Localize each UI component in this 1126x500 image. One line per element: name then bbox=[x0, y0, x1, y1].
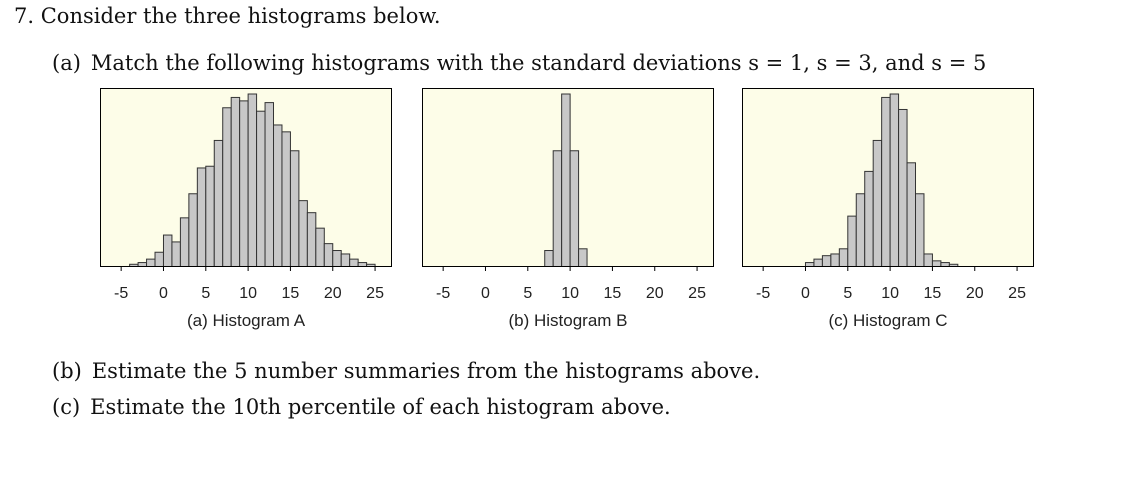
histogram-bar bbox=[907, 163, 915, 267]
histogram-bar bbox=[163, 235, 171, 266]
histogram-c bbox=[742, 88, 1034, 308]
histogram-bar bbox=[570, 151, 578, 267]
question-text: Consider the three histograms below. bbox=[40, 4, 441, 28]
histogram-bar bbox=[172, 242, 180, 267]
histogram-bar bbox=[214, 140, 222, 266]
histogram-bar bbox=[138, 263, 146, 267]
histogram-bar bbox=[358, 263, 366, 267]
histogram-c-caption: (c) Histogram C bbox=[828, 311, 948, 330]
x-tick-label: 15 bbox=[281, 285, 300, 302]
histogram-bar bbox=[932, 261, 940, 267]
histogram-bar bbox=[265, 103, 273, 267]
x-tick-label: 25 bbox=[688, 285, 706, 302]
x-tick-label: 5 bbox=[843, 285, 853, 302]
histogram-bar bbox=[873, 140, 881, 266]
x-tick-label: 0 bbox=[159, 285, 168, 302]
question-title bbox=[14, 4, 441, 28]
histogram-bar bbox=[856, 194, 864, 267]
histogram-bar bbox=[248, 94, 256, 267]
x-tick-label: -5 bbox=[436, 285, 451, 302]
histogram-bar bbox=[882, 97, 890, 266]
histogram-bar bbox=[197, 168, 205, 267]
x-tick-label: 0 bbox=[481, 285, 490, 302]
histogram-bar bbox=[290, 151, 298, 267]
histogram-bar bbox=[839, 249, 847, 267]
histogram-bar bbox=[282, 132, 290, 267]
histogram-bar bbox=[822, 256, 830, 267]
histogram-bar bbox=[155, 252, 163, 266]
histogram-bar bbox=[805, 263, 813, 267]
histogram-bar bbox=[257, 111, 265, 266]
histogram-bar bbox=[553, 151, 561, 267]
x-tick-label: 10 bbox=[881, 285, 900, 302]
x-tick-label: -5 bbox=[114, 285, 129, 302]
x-tick-label: 5 bbox=[523, 285, 533, 302]
histogram-bar bbox=[579, 249, 587, 267]
histogram-b-caption: (b) Histogram B bbox=[508, 311, 628, 330]
x-tick-label: -5 bbox=[756, 285, 771, 302]
x-tick-label: 20 bbox=[965, 285, 984, 302]
histogram-bar bbox=[299, 201, 307, 267]
histogram-bar bbox=[341, 254, 349, 267]
x-tick-label: 10 bbox=[561, 285, 580, 302]
part-c-label: (c) bbox=[52, 395, 81, 419]
histogram-bar bbox=[231, 97, 239, 266]
histogram-bar bbox=[350, 259, 358, 266]
x-tick-label: 20 bbox=[323, 285, 342, 302]
histogram-bar bbox=[865, 171, 873, 266]
histogram-b bbox=[422, 88, 714, 308]
x-tick-label: 25 bbox=[366, 285, 384, 302]
histogram-bar bbox=[189, 194, 197, 267]
x-tick-label: 15 bbox=[923, 285, 942, 302]
histogram-bar bbox=[274, 125, 282, 267]
histogram-bar bbox=[848, 216, 856, 266]
part-c-prompt bbox=[52, 395, 671, 419]
part-a-text: Match the following histograms with the standard deviations s = 1, s = 3, and s = 5 bbox=[90, 51, 987, 75]
histogram-bar bbox=[180, 218, 188, 267]
histogram-bar bbox=[814, 259, 822, 266]
part-b-text: Estimate the 5 number summaries from the histograms above. bbox=[91, 359, 761, 383]
histogram-bar bbox=[324, 244, 332, 267]
part-c-text: Estimate the 10th percentile of each histogram above. bbox=[90, 395, 671, 419]
x-tick-label: 10 bbox=[239, 285, 258, 302]
histogram-a bbox=[100, 88, 392, 308]
histogram-bar bbox=[916, 194, 924, 267]
part-a-prompt bbox=[52, 51, 986, 75]
question-number: 7. bbox=[14, 4, 35, 28]
histogram-bar bbox=[831, 254, 839, 267]
histogram-bar bbox=[890, 94, 898, 267]
histogram-bar bbox=[941, 263, 949, 267]
x-tick-label: 20 bbox=[645, 285, 664, 302]
histogram-bar bbox=[924, 254, 932, 267]
histogram-bar bbox=[333, 251, 341, 267]
x-tick-label: 15 bbox=[603, 285, 622, 302]
histogram-bar bbox=[307, 213, 315, 267]
histogram-bar bbox=[206, 166, 214, 266]
histogram-bar bbox=[316, 228, 324, 266]
x-tick-label: 5 bbox=[201, 285, 211, 302]
histogram-bar bbox=[147, 259, 155, 266]
histogram-bar bbox=[545, 251, 553, 267]
histogram-bar bbox=[223, 108, 231, 267]
part-b-prompt bbox=[52, 359, 760, 383]
part-b-label: (b) bbox=[52, 359, 82, 383]
x-tick-label: 0 bbox=[801, 285, 810, 302]
histogram-a-caption: (a) Histogram A bbox=[186, 311, 306, 330]
x-tick-label: 25 bbox=[1008, 285, 1026, 302]
part-a-label: (a) bbox=[52, 51, 81, 75]
histogram-bar bbox=[899, 109, 907, 266]
histogram-bar bbox=[240, 101, 248, 267]
histogram-bar bbox=[562, 94, 570, 267]
